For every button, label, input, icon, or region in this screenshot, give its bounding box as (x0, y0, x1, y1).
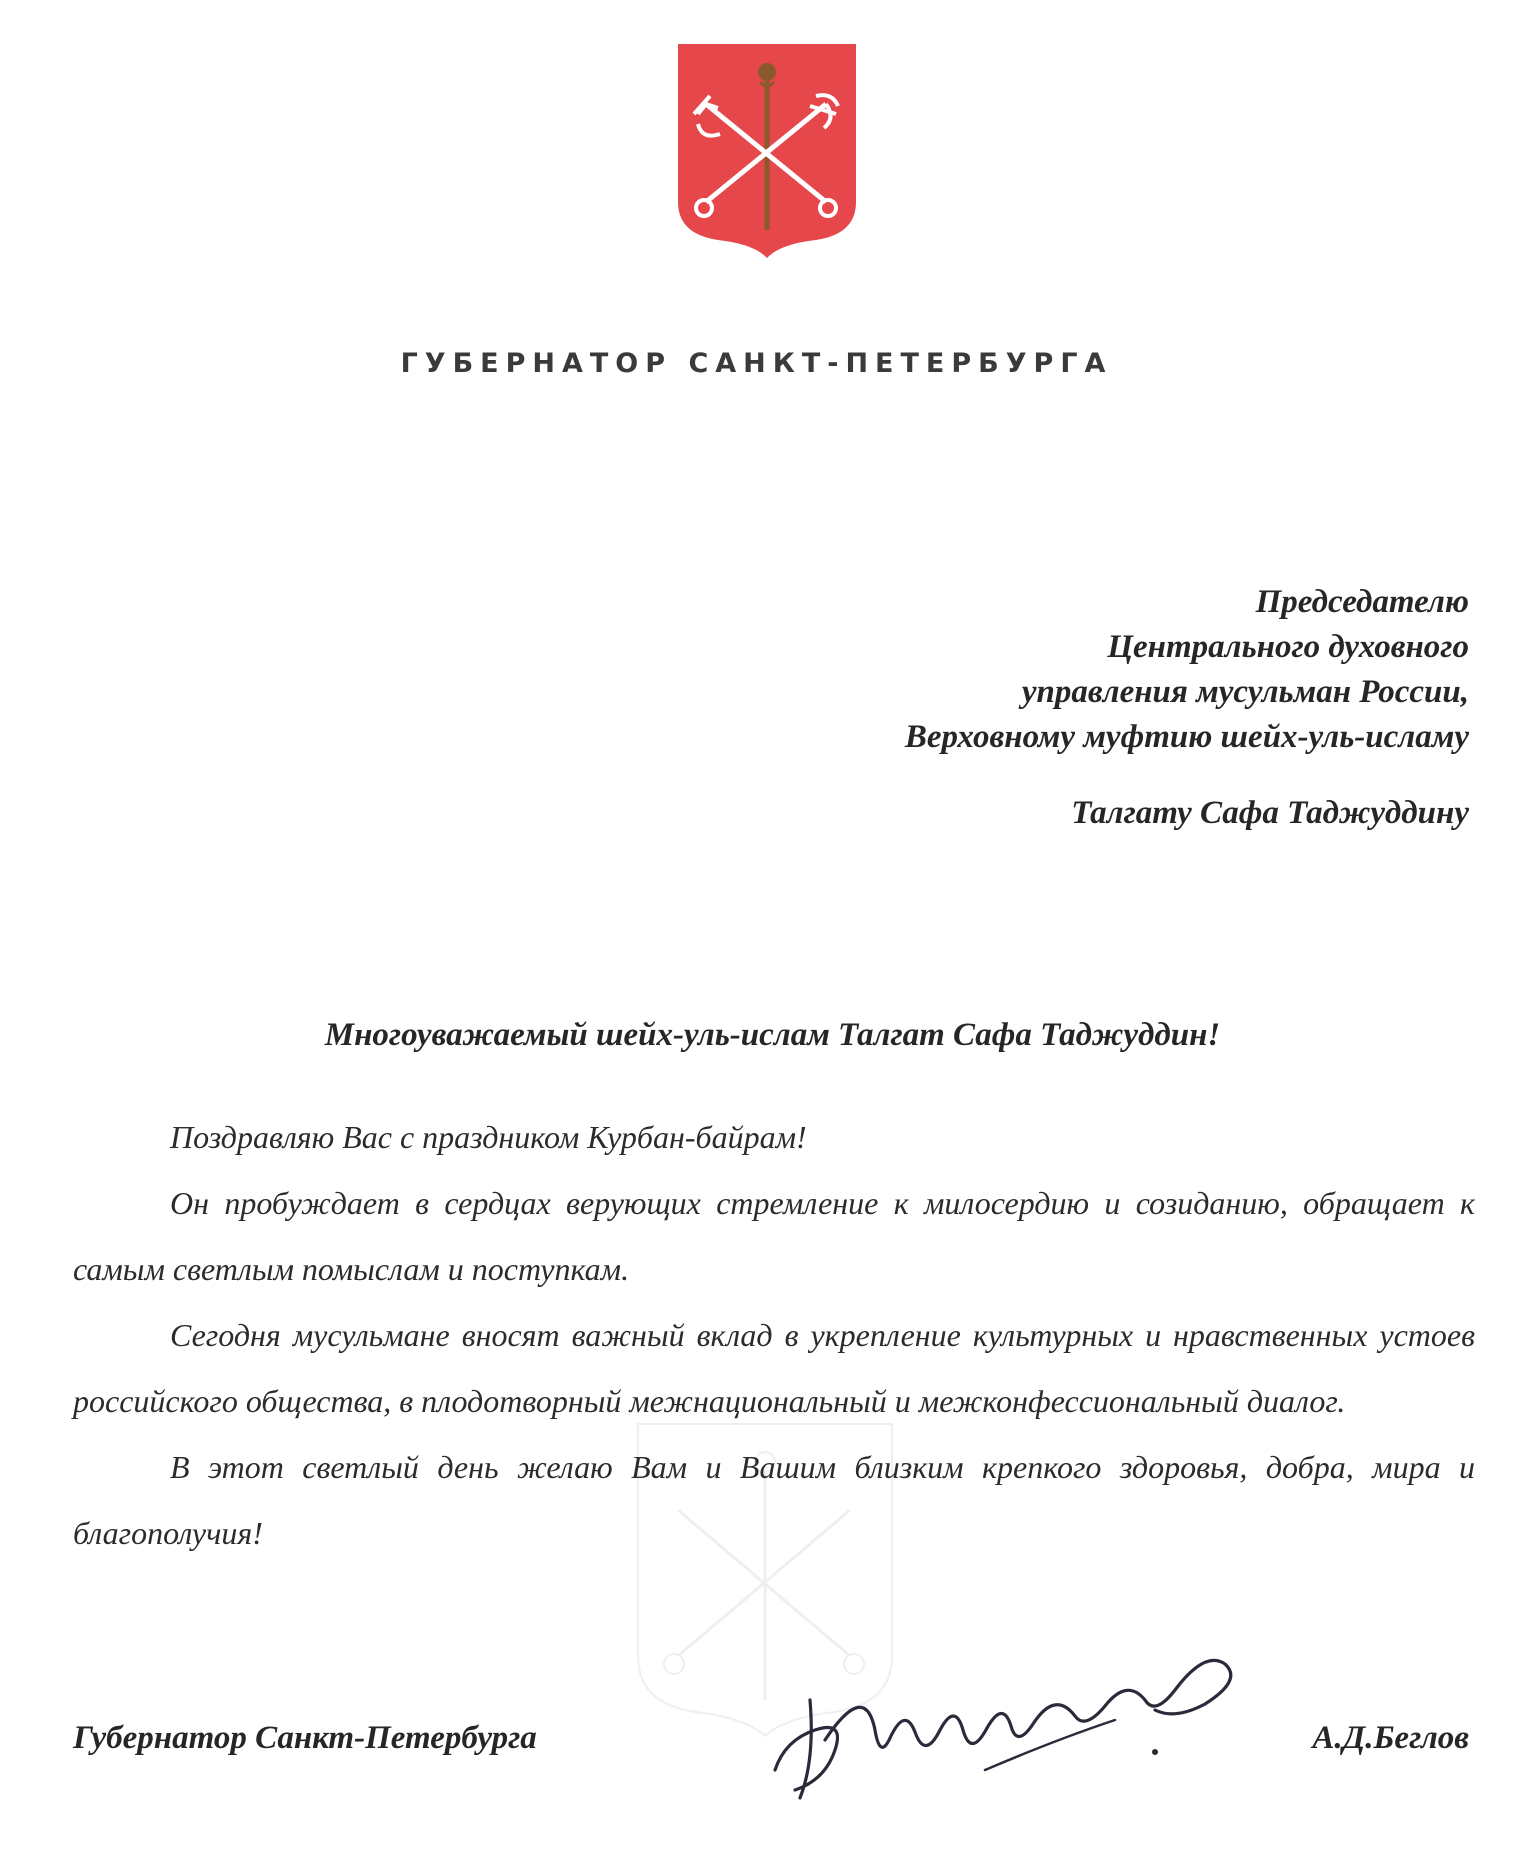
handwritten-signature-icon (755, 1620, 1265, 1800)
saint-petersburg-coat-of-arms-icon (676, 42, 858, 260)
addressee-line: Верховному муфтию шейх-уль-исламу (904, 719, 1469, 755)
signatory-name: А.Д.Беглов (1312, 1720, 1469, 1756)
addressee-line: управления мусульман России, (1021, 674, 1469, 710)
addressee-line: Председателю (1255, 584, 1469, 620)
addressee-line: Центрального духовного (1107, 629, 1469, 665)
body-paragraph: Сегодня мусульмане вносят важный вклад в укрепление культурных и нравственных устоев российского общества, в плодотворный межнациональный и межконфессиональный диалог. (73, 1317, 1475, 1419)
body-paragraph: Он пробуждает в сердцах верующих стремление к милосердию и созиданию, обращает к самым светлым помыслам и поступкам. (73, 1185, 1475, 1287)
letter-body (73, 1104, 1475, 1566)
addressee-block (569, 580, 1469, 836)
body-paragraph: В этот светлый день желаю Вам и Вашим близким крепкого здоровья, добра, мира и благополучия! (73, 1449, 1475, 1551)
body-paragraph: Поздравляю Вас с праздником Курбан-байрам! (170, 1119, 807, 1155)
signatory-title: Губернатор Санкт-Петербурга (73, 1720, 537, 1756)
letterhead-title: ГУБЕРНАТОР САНКТ-ПЕТЕРБУРГА (400, 348, 1113, 379)
addressee-name: Талгату Сафа Таджуддину (1071, 795, 1469, 831)
salutation: Многоуважаемый шейх-уль-ислам Талгат Сафа Таджуддин! (324, 1017, 1221, 1053)
